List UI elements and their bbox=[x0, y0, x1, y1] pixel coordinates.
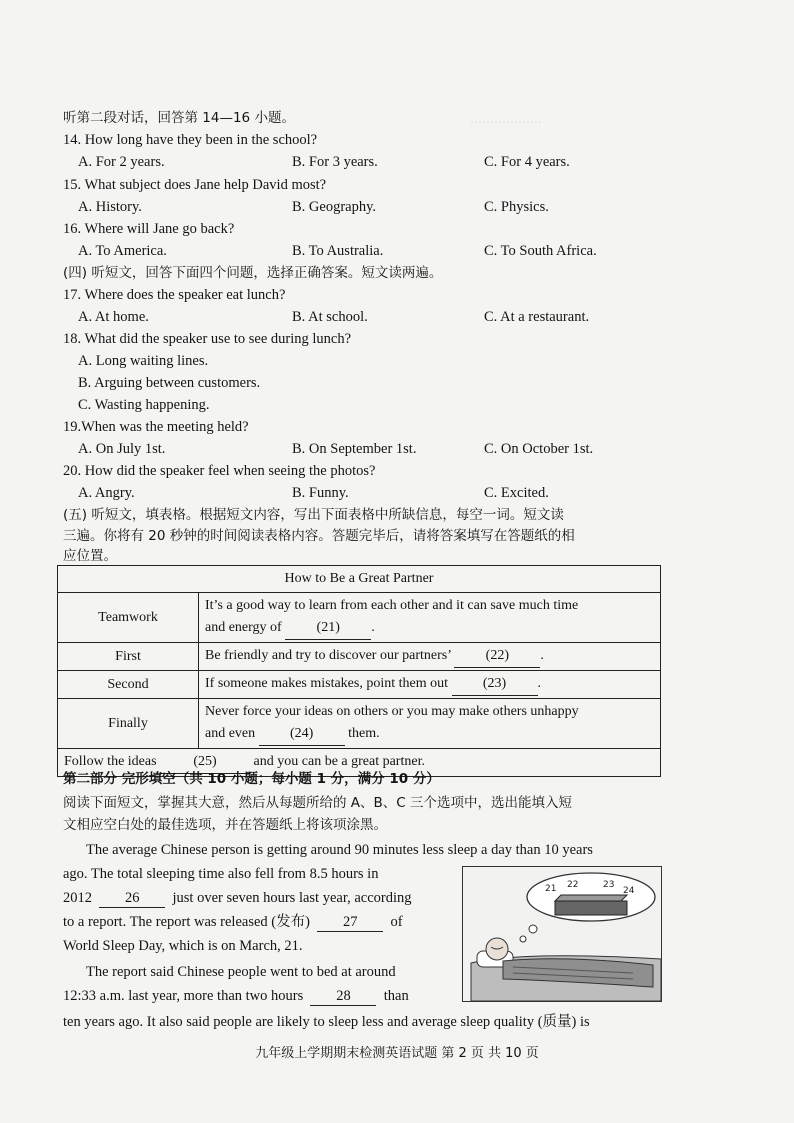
question-14: 14. How long have they been in the school? bbox=[63, 132, 318, 148]
q20-option-a[interactable]: A. Angry. bbox=[78, 485, 135, 501]
q18-option-b[interactable]: B. Arguing between customers. bbox=[78, 375, 261, 391]
passage-p1-line4: to a report. The report was released (发布) 27 of bbox=[63, 914, 403, 930]
table-row bbox=[58, 671, 661, 699]
question-20: 20. How did the speaker feel when seeing the photos? bbox=[63, 463, 376, 479]
page-footer: 九年级上学期期末检测英语试题 第 2 页 共 10 页 bbox=[255, 1046, 539, 1061]
q18-option-a[interactable]: A. Long waiting lines. bbox=[78, 353, 209, 369]
blank-22[interactable]: (22) bbox=[454, 645, 540, 668]
passage-p1-line2: ago. The total sleeping time also fell from 8.5 hours in bbox=[63, 866, 379, 882]
q14-option-b[interactable]: B. For 3 years. bbox=[292, 154, 378, 170]
row-label-finally: Finally bbox=[58, 699, 199, 749]
illus-number-3: 23 bbox=[603, 880, 615, 890]
table-row bbox=[58, 699, 661, 749]
part4-intro: (四) 听短文，回答下面四个问题，选择正确答案。短文读两遍。 bbox=[63, 265, 443, 281]
question-16: 16. Where will Jane go back? bbox=[63, 221, 235, 237]
blank-23[interactable]: (23) bbox=[452, 673, 538, 696]
q20-option-c[interactable]: C. Excited. bbox=[484, 485, 549, 501]
q16-option-b[interactable]: B. To Australia. bbox=[292, 243, 384, 259]
row-content-teamwork: It’s a good way to learn from each other and it can save much time and energy of (21) . bbox=[199, 593, 661, 643]
row-content-finally: Never force your ideas on others or you may make others unhappy and even (24) them. bbox=[199, 699, 661, 749]
illus-number-2: 22 bbox=[567, 880, 579, 890]
table-footer: Follow the ideas (25) and you can be a great partner. bbox=[58, 749, 661, 777]
blank-26[interactable]: 26 bbox=[99, 889, 165, 908]
partner-table bbox=[57, 565, 661, 777]
row-content-first: Be friendly and try to discover our partners’ (22) . bbox=[199, 643, 661, 671]
q14-option-c[interactable]: C. For 4 years. bbox=[484, 154, 570, 170]
bleed-through-text: ……………… bbox=[470, 112, 542, 126]
q17-option-c[interactable]: C. At a restaurant. bbox=[484, 309, 590, 325]
q16-option-a[interactable]: A. To America. bbox=[78, 243, 167, 259]
question-15: 15. What subject does Jane help David most? bbox=[63, 177, 327, 193]
section-intro: 听第二段对话，回答第 14—16 小题。 bbox=[63, 110, 295, 126]
passage-p1-line5: World Sleep Day, which is on March, 21. bbox=[63, 938, 303, 954]
blank-27[interactable]: 27 bbox=[317, 913, 383, 932]
passage-p2-line1: The report said Chinese people went to bed at around bbox=[86, 964, 396, 980]
passage-p2-line2: 12:33 a.m. last year, more than two hours 28 than bbox=[63, 988, 409, 1004]
question-18: 18. What did the speaker use to see during lunch? bbox=[63, 331, 352, 347]
blank-24[interactable]: (24) bbox=[259, 723, 345, 746]
part2-instruction-line2: 文相应空白处的最佳选项，并在答题纸上将该项涂黑。 bbox=[63, 817, 387, 833]
blank-25[interactable]: (25) bbox=[160, 751, 250, 774]
part5-intro-line1: (五) 听短文，填表格。根据短文内容，写出下面表格中所缺信息，每空一词。短文读 bbox=[63, 507, 564, 523]
passage-p1-line3: 2012 26 just over seven hours last year, according bbox=[63, 890, 412, 906]
table-title-row bbox=[58, 566, 661, 593]
part5-intro-line2: 三遍。你将有 20 秒钟的时间阅读表格内容。答题完毕后，请将答案填写在答题纸的相 bbox=[63, 528, 575, 544]
row-content-second: If someone makes mistakes, point them out (23) . bbox=[199, 671, 661, 699]
q19-option-b[interactable]: B. On September 1st. bbox=[292, 441, 417, 457]
table-title: How to Be a Great Partner bbox=[58, 566, 661, 593]
q14-option-a[interactable]: A. For 2 years. bbox=[78, 154, 165, 170]
question-17: 17. Where does the speaker eat lunch? bbox=[63, 287, 286, 303]
row-label-first: First bbox=[58, 643, 199, 671]
q15-option-c[interactable]: C. Physics. bbox=[484, 199, 549, 215]
part2-heading: 第二部分 完形填空（共 10 小题；每小题 1 分，满分 10 分） bbox=[63, 771, 440, 787]
illus-number-1: 21 bbox=[545, 884, 557, 894]
q16-option-c[interactable]: C. To South Africa. bbox=[484, 243, 597, 259]
part5-intro-line3: 应位置。 bbox=[63, 548, 117, 564]
question-19: 19.When was the meeting held? bbox=[63, 419, 249, 435]
q18-option-c[interactable]: C. Wasting happening. bbox=[78, 397, 210, 413]
sleeping-person-image bbox=[463, 867, 661, 1001]
illus-number-4: 24 bbox=[623, 886, 635, 896]
blank-28[interactable]: 28 bbox=[310, 987, 376, 1006]
q15-option-a[interactable]: A. History. bbox=[78, 199, 142, 215]
q19-option-c[interactable]: C. On October 1st. bbox=[484, 441, 594, 457]
q19-option-a[interactable]: A. On July 1st. bbox=[78, 441, 166, 457]
table-row bbox=[58, 643, 661, 671]
row-label-teamwork: Teamwork bbox=[58, 593, 199, 643]
part2-instruction-line1: 阅读下面短文，掌握其大意，然后从每题所给的 A、B、C 三个选项中，选出能填入短 bbox=[63, 795, 573, 811]
q17-option-b[interactable]: B. At school. bbox=[292, 309, 368, 325]
sleep-illustration bbox=[462, 866, 662, 1002]
blank-21[interactable]: (21) bbox=[285, 617, 371, 640]
row-label-second: Second bbox=[58, 671, 199, 699]
passage-p2-line3: ten years ago. It also said people are likely to sleep less and average sleep quality (质量) is bbox=[63, 1014, 590, 1030]
passage-p1-line1: The average Chinese person is getting around 90 minutes less sleep a day than 10 years bbox=[86, 842, 593, 858]
q17-option-a[interactable]: A. At home. bbox=[78, 309, 149, 325]
table-row bbox=[58, 593, 661, 643]
q15-option-b[interactable]: B. Geography. bbox=[292, 199, 377, 215]
q20-option-b[interactable]: B. Funny. bbox=[292, 485, 349, 501]
